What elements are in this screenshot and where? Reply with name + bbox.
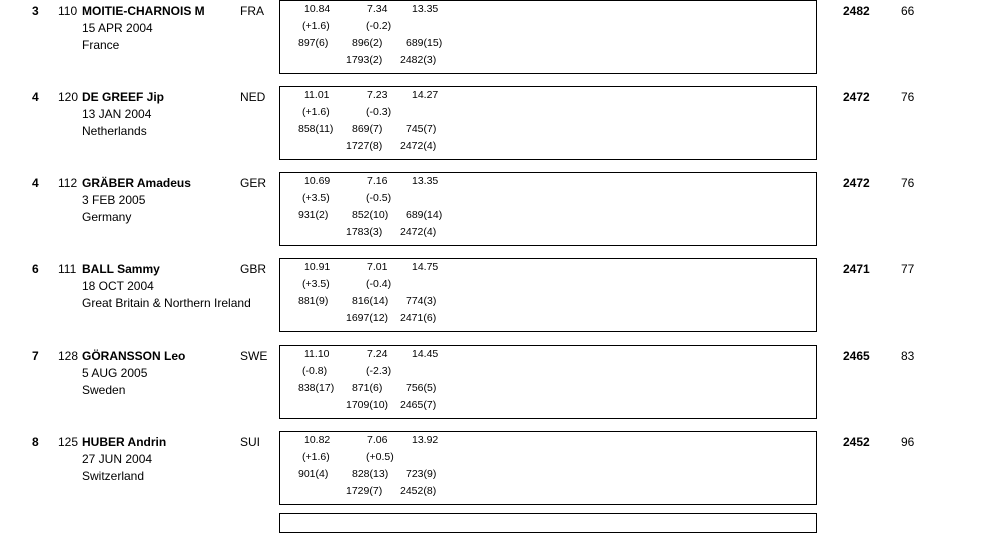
points-long-jump: 852(10)	[352, 209, 389, 221]
wind-long-jump: (-0.4)	[366, 278, 392, 290]
athlete-row	[0, 262, 1000, 348]
country-name: Netherlands	[82, 124, 147, 138]
cumulative-after-2: 1697(12)	[346, 312, 389, 324]
wind-long-jump: (-0.5)	[366, 192, 392, 204]
bib-number: 111	[58, 262, 77, 276]
cumulative-after-3: 2482(3)	[400, 54, 437, 66]
mark-100m: 11.01	[304, 89, 330, 101]
cumulative-after-2: 1729(7)	[346, 485, 383, 497]
nationality-code: NED	[240, 90, 266, 104]
cumulative-after-3: 2452(8)	[400, 485, 437, 497]
cumulative-after-2: 1727(8)	[346, 140, 383, 152]
nationality-code: SUI	[240, 435, 261, 449]
points-long-jump: 896(2)	[352, 37, 383, 49]
athlete-name: MOITIE-CHARNOIS M	[82, 4, 205, 18]
event-results-box	[279, 345, 817, 419]
points-behind-leader: 96	[901, 435, 915, 449]
athlete-row	[0, 435, 1000, 521]
points-shot-put: 756(5)	[406, 382, 437, 394]
points-shot-put: 689(15)	[406, 37, 443, 49]
cumulative-after-3: 2472(4)	[400, 140, 437, 152]
mark-shot-put: 13.35	[412, 175, 439, 187]
mark-long-jump: 7.06	[367, 434, 388, 446]
country-name: Sweden	[82, 383, 126, 397]
date-of-birth: 3 FEB 2005	[82, 193, 146, 207]
points-shot-put: 745(7)	[406, 123, 437, 135]
cumulative-after-2: 1793(2)	[346, 54, 383, 66]
rank: 8	[32, 435, 39, 449]
cumulative-after-2: 1783(3)	[346, 226, 383, 238]
event-results-box	[279, 86, 817, 160]
athlete-name: GÖRANSSON Leo	[82, 349, 186, 363]
total-points: 2465	[843, 349, 870, 363]
wind-long-jump: (+0.5)	[366, 451, 394, 463]
points-long-jump: 816(14)	[352, 295, 389, 307]
mark-shot-put: 13.35	[412, 3, 439, 15]
wind-long-jump: (-0.2)	[366, 20, 392, 32]
date-of-birth: 18 OCT 2004	[82, 279, 154, 293]
date-of-birth: 15 APR 2004	[82, 21, 153, 35]
country-name: France	[82, 38, 120, 52]
wind-long-jump: (-0.3)	[366, 106, 392, 118]
mark-100m: 10.84	[304, 3, 331, 15]
event-results-box	[279, 258, 817, 332]
points-behind-leader: 76	[901, 176, 915, 190]
wind-long-jump: (-2.3)	[366, 365, 392, 377]
country-name: Switzerland	[82, 469, 145, 483]
mark-long-jump: 7.24	[367, 348, 388, 360]
cumulative-after-3: 2471(6)	[400, 312, 437, 324]
athlete-row	[0, 349, 1000, 435]
athlete-name: BALL Sammy	[82, 262, 160, 276]
cumulative-after-3: 2465(7)	[400, 399, 437, 411]
date-of-birth: 5 AUG 2005	[82, 366, 148, 380]
athlete-row	[0, 176, 1000, 262]
rank: 6	[32, 262, 39, 276]
total-points: 2482	[843, 4, 870, 18]
rank: 4	[32, 90, 39, 104]
mark-shot-put: 14.45	[412, 348, 439, 360]
next-athlete-box	[279, 513, 817, 533]
mark-long-jump: 7.34	[367, 3, 388, 15]
wind-100m: (+3.5)	[302, 192, 330, 204]
points-behind-leader: 66	[901, 4, 915, 18]
mark-long-jump: 7.16	[367, 175, 388, 187]
date-of-birth: 27 JUN 2004	[82, 452, 153, 466]
athlete-name: GRÄBER Amadeus	[82, 176, 191, 190]
mark-100m: 10.82	[304, 434, 331, 446]
mark-shot-put: 13.92	[412, 434, 439, 446]
points-shot-put: 774(3)	[406, 295, 437, 307]
bib-number: 112	[58, 176, 78, 190]
bib-number: 128	[58, 349, 79, 363]
points-100m: 858(11)	[298, 123, 334, 135]
points-behind-leader: 83	[901, 349, 915, 363]
athlete-row	[0, 4, 1000, 90]
total-points: 2472	[843, 90, 870, 104]
points-behind-leader: 77	[901, 262, 915, 276]
mark-100m: 10.69	[304, 175, 331, 187]
mark-long-jump: 7.23	[367, 89, 388, 101]
mark-shot-put: 14.75	[412, 261, 439, 273]
event-results-box	[279, 0, 817, 74]
event-results-box	[279, 431, 817, 505]
cumulative-after-2: 1709(10)	[346, 399, 389, 411]
wind-100m: (+1.6)	[302, 451, 330, 463]
cumulative-after-3: 2472(4)	[400, 226, 437, 238]
wind-100m: (-0.8)	[302, 365, 328, 377]
nationality-code: GBR	[240, 262, 267, 276]
points-100m: 838(17)	[298, 382, 335, 394]
athlete-name: DE GREEF Jip	[82, 90, 165, 104]
total-points: 2471	[843, 262, 870, 276]
rank: 7	[32, 349, 39, 363]
points-long-jump: 828(13)	[352, 468, 389, 480]
rank: 4	[32, 176, 39, 190]
points-100m: 897(6)	[298, 37, 329, 49]
athlete-row	[0, 90, 1000, 176]
wind-100m: (+3.5)	[302, 278, 330, 290]
mark-100m: 10.91	[304, 261, 331, 273]
wind-100m: (+1.6)	[302, 20, 330, 32]
points-100m: 881(9)	[298, 295, 329, 307]
mark-shot-put: 14.27	[412, 89, 439, 101]
total-points: 2472	[843, 176, 870, 190]
nationality-code: SWE	[240, 349, 268, 363]
points-shot-put: 689(14)	[406, 209, 443, 221]
points-100m: 901(4)	[298, 468, 329, 480]
bib-number: 125	[58, 435, 79, 449]
total-points: 2452	[843, 435, 870, 449]
date-of-birth: 13 JAN 2004	[82, 107, 152, 121]
points-100m: 931(2)	[298, 209, 329, 221]
bib-number: 120	[58, 90, 79, 104]
country-name: Germany	[82, 210, 132, 224]
nationality-code: FRA	[240, 4, 264, 18]
country-name: Great Britain & Northern Ireland	[82, 296, 251, 310]
athlete-name: HUBER Andrin	[82, 435, 167, 449]
points-behind-leader: 76	[901, 90, 915, 104]
mark-100m: 11.10	[304, 348, 330, 360]
points-shot-put: 723(9)	[406, 468, 437, 480]
nationality-code: GER	[240, 176, 267, 190]
points-long-jump: 871(6)	[352, 382, 383, 394]
bib-number: 110	[58, 4, 78, 18]
event-results-box	[279, 172, 817, 246]
wind-100m: (+1.6)	[302, 106, 330, 118]
points-long-jump: 869(7)	[352, 123, 383, 135]
mark-long-jump: 7.01	[367, 261, 388, 273]
rank: 3	[32, 4, 39, 18]
